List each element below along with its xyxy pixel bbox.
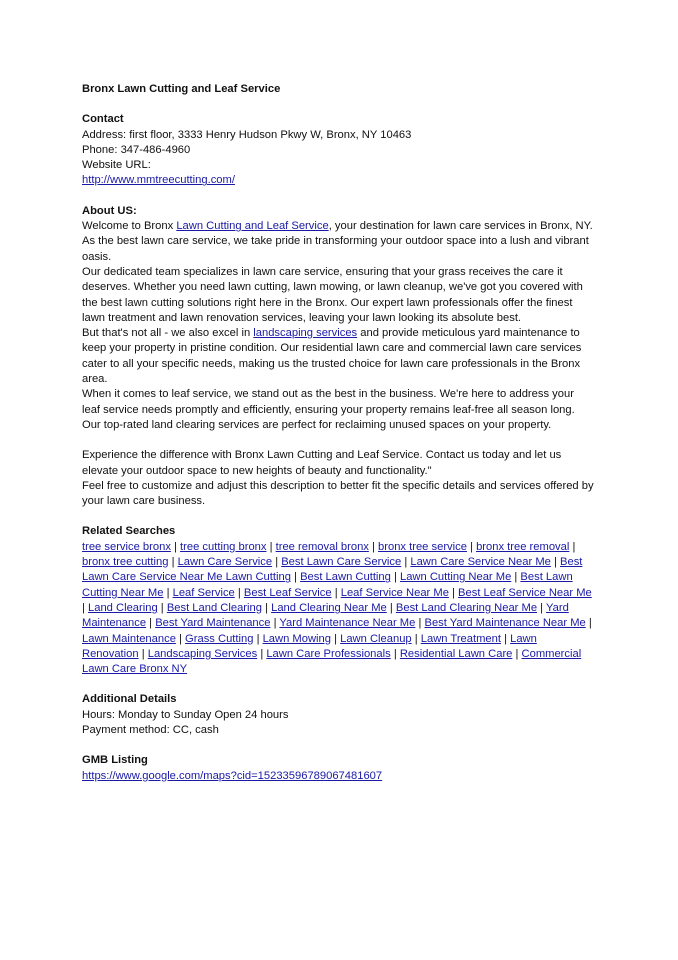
related-search-link[interactable]: Lawn Cutting Near Me <box>399 571 512 584</box>
link-separator: | <box>160 601 164 614</box>
link-separator: | <box>452 586 455 599</box>
link-separator: | <box>166 586 170 599</box>
related-search-link[interactable]: Best Yard Maintenance Near Me <box>424 617 586 630</box>
link-separator: | <box>515 647 519 660</box>
related-search-link[interactable]: Commercial Lawn Care Bronx NY <box>82 647 582 676</box>
related-search-link[interactable]: Yard Maintenance <box>82 601 569 630</box>
link-separator: | <box>540 601 544 614</box>
link-separator: | <box>269 540 273 553</box>
related-search-link[interactable]: Grass Cutting <box>185 632 254 645</box>
related-search-link[interactable]: Best Leaf Service Near Me <box>458 586 592 599</box>
contact-heading: Contact <box>82 113 124 126</box>
related-search-link[interactable]: Best Leaf Service <box>243 586 332 599</box>
link-separator: | <box>275 556 279 569</box>
about-paragraph-6: Feel free to customize and adjust this description to better fit the specific details and services offered by your lawn care business. <box>82 479 594 508</box>
about-paragraph-3 <box>82 326 594 387</box>
related-search-link[interactable]: Land Clearing <box>88 601 158 614</box>
website-label: Website URL: <box>82 159 151 172</box>
link-separator: | <box>171 556 175 569</box>
link-separator: | <box>418 617 422 630</box>
related-search-link[interactable]: Best Lawn Care Service Near Me Lawn Cutting <box>82 556 583 584</box>
spacer <box>82 189 594 204</box>
additional-details-heading: Additional Details <box>82 693 177 706</box>
related-search-link[interactable]: bronx tree removal <box>476 540 570 553</box>
link-separator: | <box>260 647 264 660</box>
link-separator: | <box>256 632 260 645</box>
gmb-line <box>82 769 594 784</box>
about-p3-text-after: and provide meticulous yard maintenance to keep your property in pristine condition. Our residential lawn care and commercial lawn care services cater to all your specific needs, making us the trusted choice for lawn care professionals in the Bronx area. <box>82 327 582 386</box>
contact-phone: Phone: 347-486-4960 <box>82 143 191 156</box>
related-search-link[interactable]: Leaf Service Near Me <box>340 586 449 599</box>
spacer <box>82 509 594 524</box>
related-search-link[interactable]: Best Land Clearing Near Me <box>395 601 538 614</box>
related-search-link[interactable]: Best Land Clearing <box>166 601 262 614</box>
link-separator: | <box>414 632 418 645</box>
link-separator: | <box>470 540 473 553</box>
link-separator: | <box>294 571 297 584</box>
contact-address: Address: first floor, 3333 Henry Hudson Pkwy W, Bronx, NY 10463 <box>82 128 412 141</box>
related-search-link[interactable]: Lawn Treatment <box>420 632 501 645</box>
link-separator: | <box>179 632 182 645</box>
link-separator: | <box>237 586 241 599</box>
related-searches-list <box>82 540 594 678</box>
link-separator: | <box>514 571 518 584</box>
business-hours: Hours: Monday to Sunday Open 24 hours <box>82 708 289 721</box>
related-search-link[interactable]: Landscaping Services <box>147 647 258 660</box>
link-separator: | <box>82 601 85 614</box>
related-search-link[interactable]: Best Lawn Care Service <box>281 556 402 569</box>
related-search-link[interactable]: Land Clearing Near Me <box>271 601 387 614</box>
gmb-listing-heading: GMB Listing <box>82 754 148 767</box>
link-separator: | <box>588 617 592 630</box>
link-separator: | <box>393 647 397 660</box>
related-search-link[interactable]: Lawn Cleanup <box>340 632 412 645</box>
related-search-link[interactable]: Lawn Mowing <box>262 632 331 645</box>
related-search-link[interactable]: Yard Maintenance Near Me <box>279 617 416 630</box>
about-paragraph-1 <box>82 219 594 265</box>
link-separator: | <box>389 601 393 614</box>
related-search-link[interactable]: Best Lawn Cutting Near Me <box>82 571 573 599</box>
related-search-link[interactable]: bronx tree cutting <box>82 556 169 569</box>
link-separator: | <box>334 586 338 599</box>
link-separator: | <box>404 556 408 569</box>
link-separator: | <box>174 540 177 553</box>
link-separator: | <box>265 601 268 614</box>
about-p1-text-after: , your destination for lawn care services in Bronx, NY. As the best lawn care service, we take pride in transforming your outdoor space into a lush and vibrant oasis. <box>82 220 593 263</box>
related-search-link[interactable]: Lawn Care Service <box>177 556 273 569</box>
link-separator: | <box>273 617 277 630</box>
link-separator: | <box>149 617 153 630</box>
link-separator: | <box>572 540 576 553</box>
related-search-link[interactable]: Lawn Renovation <box>82 632 537 660</box>
related-search-link[interactable]: tree cutting bronx <box>180 540 267 553</box>
about-p3-text-before: But that's not all - we also excel in <box>82 327 254 340</box>
link-separator: | <box>372 540 375 553</box>
lawn-cutting-leaf-service-link[interactable]: Lawn Cutting and Leaf Service <box>176 220 329 233</box>
related-search-link[interactable]: tree removal bronx <box>275 540 369 553</box>
link-separator: | <box>334 632 337 645</box>
related-search-link[interactable]: Lawn Maintenance <box>82 632 176 645</box>
link-separator: | <box>141 647 145 660</box>
related-search-link[interactable]: Residential Lawn Care <box>399 647 513 660</box>
about-p1-text-before: Welcome to Bronx <box>82 220 177 233</box>
related-search-link[interactable]: bronx tree service <box>378 540 467 553</box>
document-content <box>82 82 594 784</box>
spacer <box>82 433 594 448</box>
link-separator: | <box>504 632 507 645</box>
about-paragraph-4: When it comes to leaf service, we stand out as the best in the business. We're here to address your leaf service needs promptly and efficiently, ensuring your property remains leaf-free all season long. Our top-rated land clearing services are perfect for reclaiming unused spaces on your property. <box>82 388 575 431</box>
spacer <box>82 677 594 692</box>
related-search-link[interactable]: Lawn Care Service Near Me <box>410 556 551 569</box>
related-search-link[interactable]: Lawn Care Professionals <box>266 647 391 660</box>
about-paragraph-5: Experience the difference with Bronx Lawn Cutting and Leaf Service. Contact us today and let us elevate your outdoor space to new heights of beauty and functionality." <box>82 449 562 477</box>
gmb-listing-link[interactable]: https://www.google.com/maps?cid=15233596789067481607 <box>82 769 383 782</box>
spacer <box>82 738 594 753</box>
link-separator: | <box>554 556 557 569</box>
related-search-link[interactable]: Leaf Service <box>172 586 235 599</box>
about-heading: About US: <box>82 204 137 217</box>
payment-method: Payment method: CC, cash <box>82 723 219 736</box>
related-search-link[interactable]: Best Yard Maintenance <box>155 617 271 630</box>
related-searches-heading: Related Searches <box>82 525 176 538</box>
website-line <box>82 173 594 188</box>
link-separator: | <box>393 571 397 584</box>
document-title: Bronx Lawn Cutting and Leaf Service <box>82 83 281 95</box>
related-search-link[interactable]: Best Lawn Cutting <box>300 571 391 584</box>
website-link[interactable]: http://www.mmtreecutting.com/ <box>82 174 235 187</box>
about-paragraph-2: Our dedicated team specializes in lawn care service, ensuring that your grass receives the care it deserves. Whether you need lawn cutting, lawn mowing, or lawn cleanup, we've got you covered with the best lawn cutting solutions right here in the Bronx. Our expert lawn professionals offer the finest lawn treatment and lawn renovation services, leaving your lawn looking its absolute best. <box>82 265 583 324</box>
related-search-link[interactable]: tree service bronx <box>82 540 171 553</box>
landscaping-services-link[interactable]: landscaping services <box>253 327 358 340</box>
